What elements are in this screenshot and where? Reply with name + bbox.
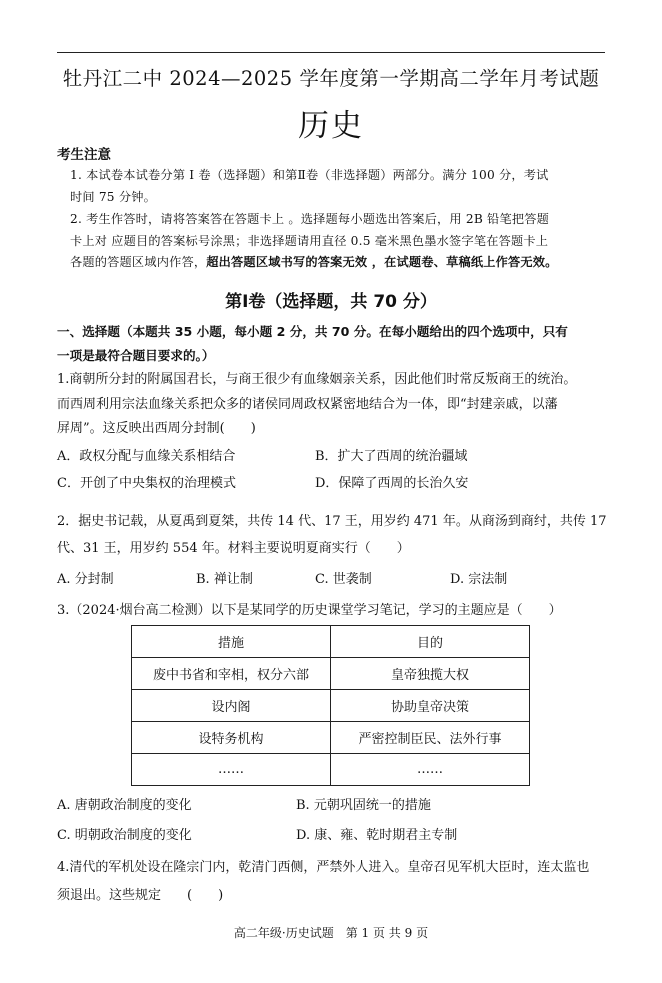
table-row	[132, 658, 530, 690]
question-1-option-b: B．扩大了西周的统治疆域	[315, 449, 468, 464]
question-3-text: 3.（2024·烟台高二检测）以下是某同学的历史课堂学习笔记，学习的主题应是（ ）	[57, 603, 562, 618]
question-2-text: 代、31 王，用岁约 554 年。材料主要说明夏商实行（ ）	[57, 541, 410, 556]
question-4-text: 4.清代的军机处设在隆宗门内，乾清门西侧，严禁外人进入。皇帝召见军机大臣时，连太监也	[57, 860, 590, 875]
question-2-option-c: C. 世袭制	[315, 572, 372, 587]
question-3-option-d: D. 康、雍、乾时期君主专制	[296, 828, 458, 843]
question-2-option-b: B. 禅让制	[196, 572, 253, 587]
section-title: 第Ⅰ卷（选择题，共 70 分）	[225, 292, 437, 312]
table-cell: 废中书省和宰相，权分六部	[132, 658, 331, 690]
notice-bold-warning: 超出答题区域书写的答案无效 ，在试题卷、草稿纸上作答无效。	[206, 255, 558, 269]
exam-title: 牡丹江二中 2024—2025 学年度第一学期高二学年月考试题	[62, 67, 600, 90]
table-row	[132, 722, 530, 754]
table-cell: 严密控制臣民、法外行事	[331, 722, 530, 754]
question-3-option-c: C. 明朝政治制度的变化	[57, 828, 192, 843]
section-instruction: 一项是最符合题目要求的。）	[57, 348, 215, 363]
table-header-row	[132, 626, 530, 658]
notice-line: 时间 75 分钟。	[70, 190, 156, 204]
notice-line-last	[70, 253, 558, 270]
table-row	[132, 754, 530, 786]
question-2-text: 2．据史书记载，从夏禹到夏桀，共传 14 代、17 王，用岁约 471 年。从商汤到商纣，共传 17	[57, 514, 607, 529]
question-1-option-c: C．开创了中央集权的治理模式	[57, 476, 236, 491]
table-row	[132, 690, 530, 722]
table-header-cell: 措施	[132, 626, 331, 658]
subject-title: 历史	[298, 108, 364, 144]
notice-heading: 考生注意	[57, 147, 111, 163]
question-2-option-a: A. 分封制	[57, 572, 114, 587]
notice-line: 卡上对 应题目的答案标号涂黑；非选择题请用直径 0.5 毫米黑色墨水签字笔在答题卡上	[70, 234, 549, 248]
notice-plain-text: 各题的答题区域内作答，	[70, 255, 207, 269]
table-cell: 设特务机构	[132, 722, 331, 754]
question-1-option-a: A．政权分配与血缘关系相结合	[57, 449, 236, 464]
question-1-text: 而西周利用宗法血缘关系把众多的诸侯同周政权紧密地结合为一体，即“封建亲戚，以藩	[57, 397, 558, 412]
section-instruction: 一、选择题（本题共 35 小题，每小题 2 分，共 70 分。在每小题给出的四个选项中，只有	[57, 324, 568, 339]
table-cell: ……	[132, 754, 331, 786]
table-cell: 设内阁	[132, 690, 331, 722]
question-3-option-a: A. 唐朝政治制度的变化	[57, 798, 192, 813]
table-cell: 皇帝独揽大权	[331, 658, 530, 690]
table-cell: 协助皇帝决策	[331, 690, 530, 722]
question-1-text: 屏周”。这反映出西周分封制( )	[57, 421, 256, 436]
notice-line: 1. 本试卷本试卷分第 Ⅰ 卷（选择题）和第Ⅱ卷（非选择题）两部分。满分 100 分，考试	[70, 168, 549, 182]
page-footer: 高二年级·历史试题 第 1 页 共 9 页	[233, 926, 429, 940]
question-1-option-d: D．保障了西周的长治久安	[315, 476, 469, 491]
notice-line: 2. 考生作答时，请将答案答在答题卡上 。选择题每小题选出答案后，用 2B 铅笔把答题	[70, 212, 549, 226]
question-4-text: 须退出。这些规定 ( )	[57, 888, 224, 903]
table-cell: ……	[331, 754, 530, 786]
study-notes-table	[131, 625, 530, 786]
top-rule	[57, 52, 605, 53]
table-header-cell: 目的	[331, 626, 530, 658]
question-1-text: 1.商朝所分封的附属国君长，与商王很少有血缘姻亲关系，因此他们时常反叛商王的统治。	[57, 372, 577, 387]
question-2-option-d: D. 宗法制	[450, 572, 508, 587]
question-3-option-b: B. 元朝巩固统一的措施	[296, 798, 431, 813]
